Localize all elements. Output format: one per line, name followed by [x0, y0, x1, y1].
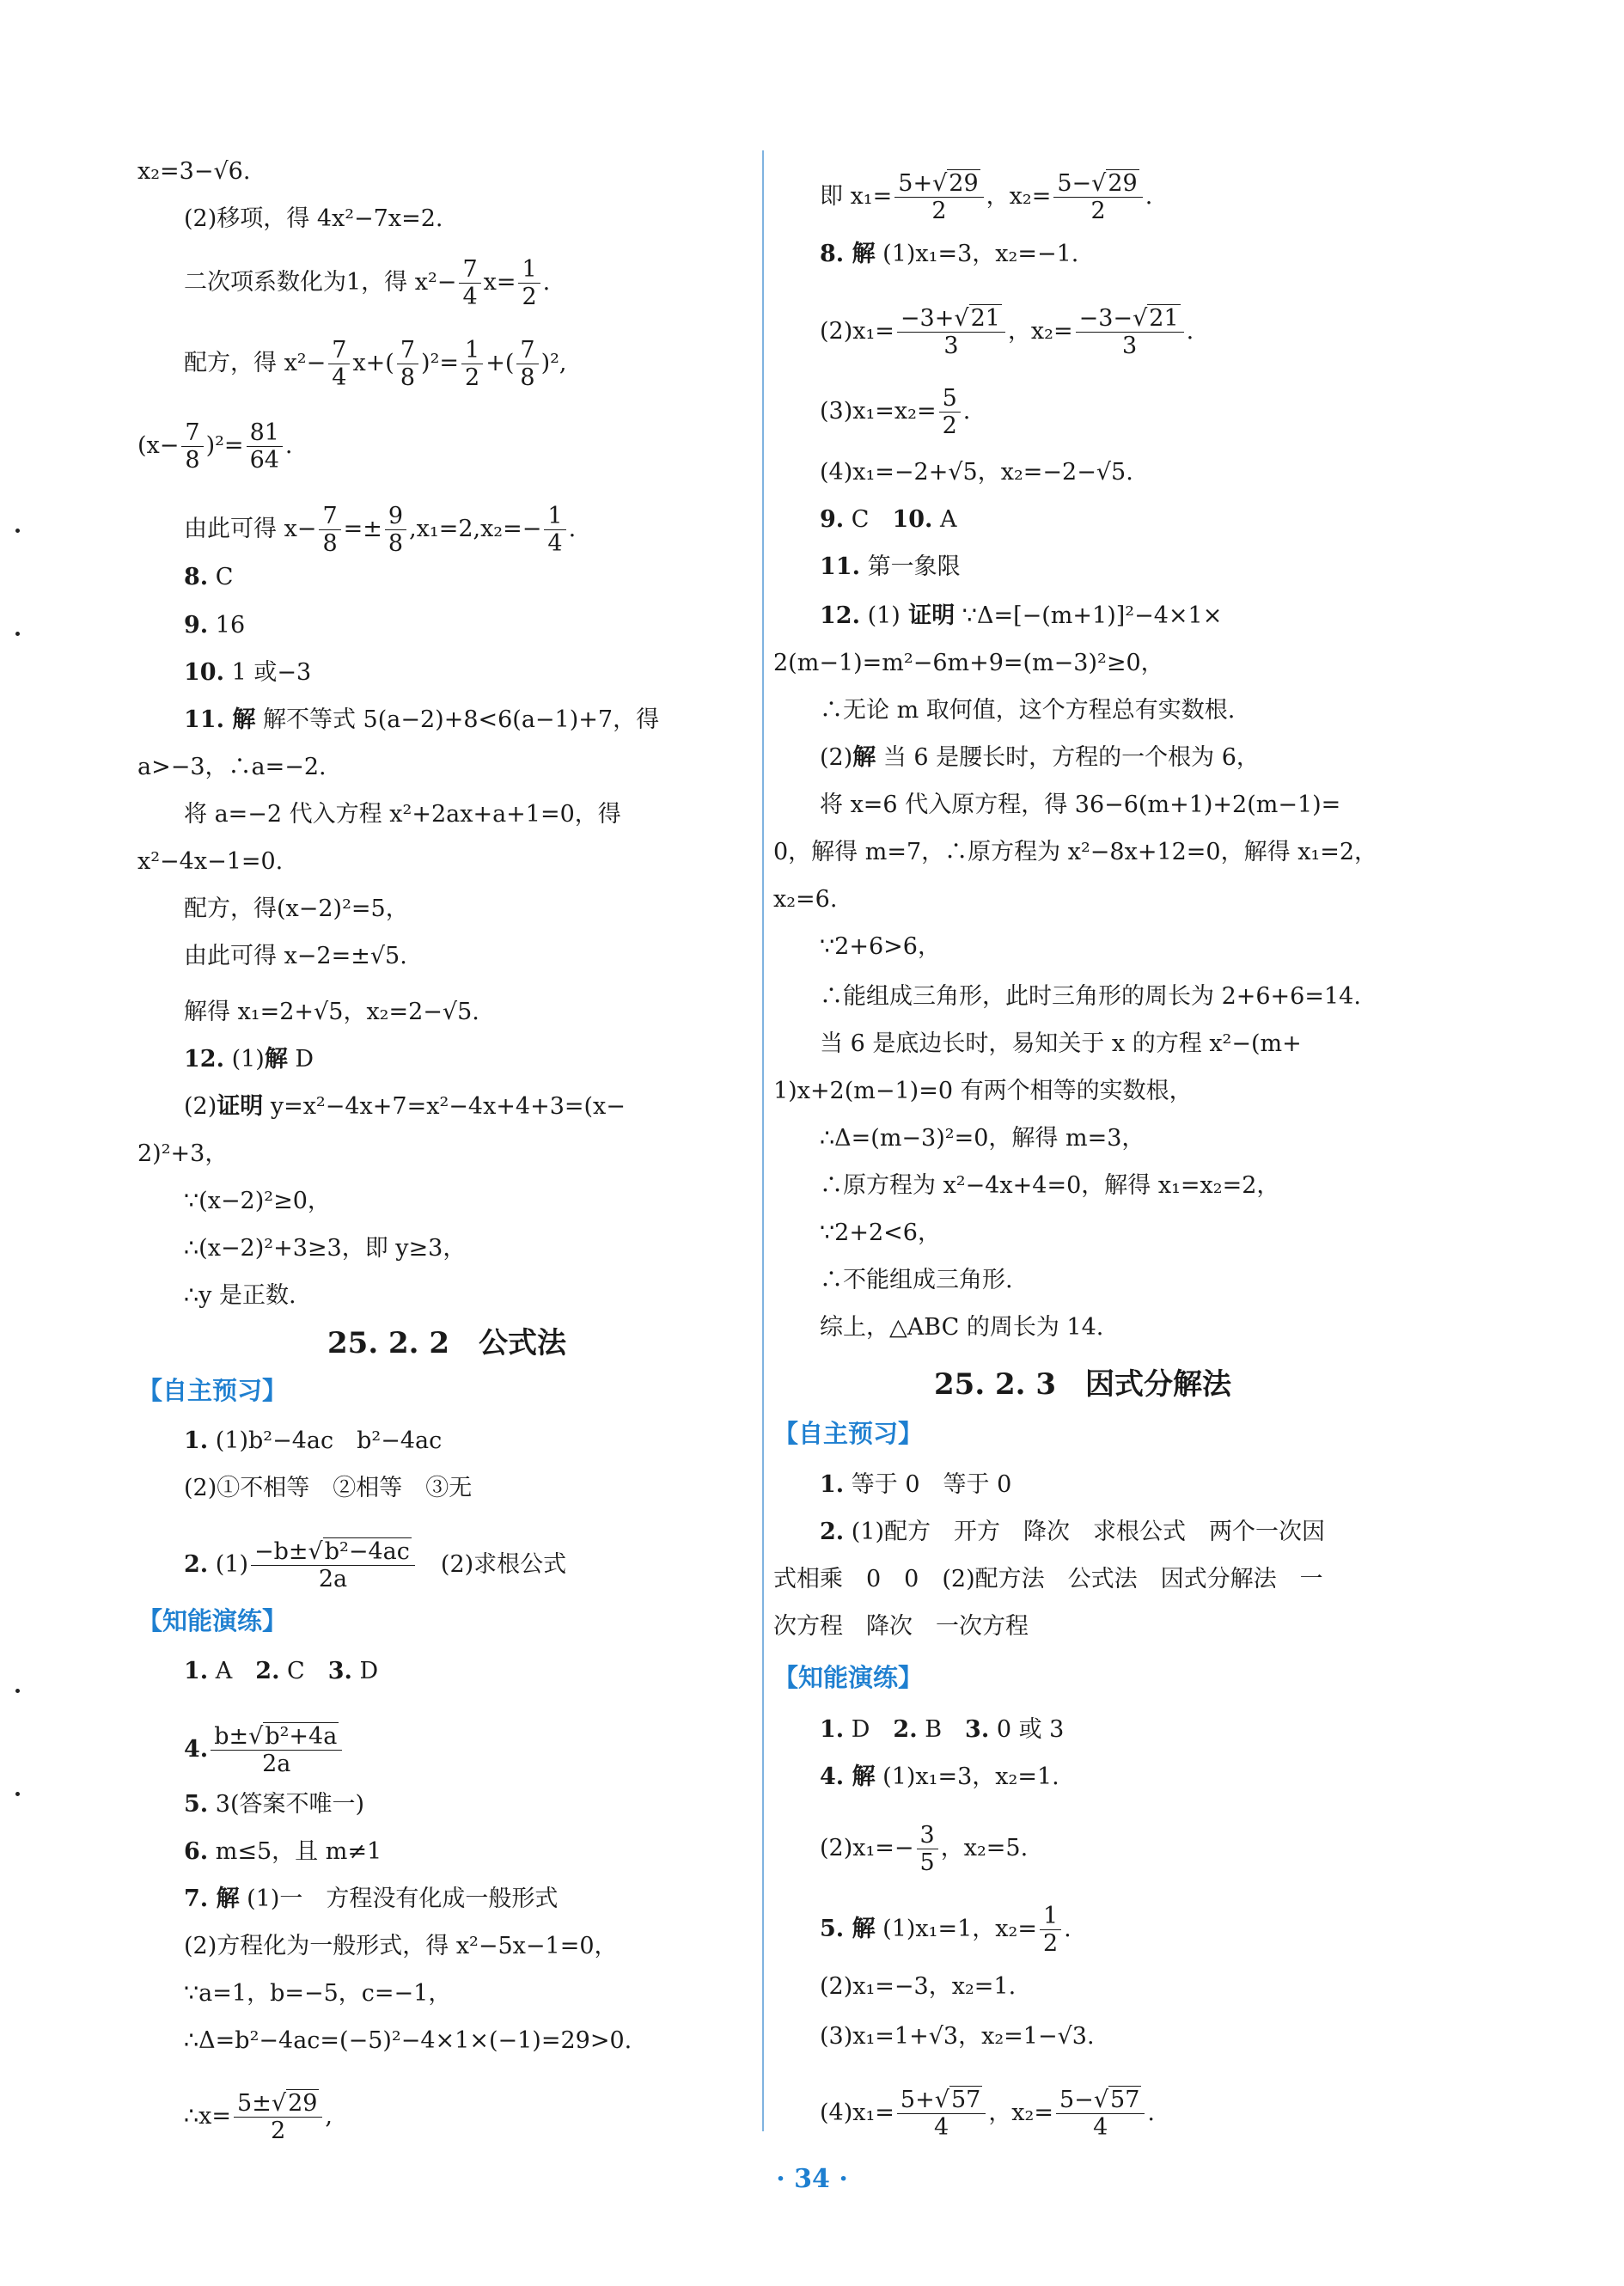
text-line: x₂=3−√6.: [137, 158, 251, 185]
text-line: 1)x+2(m−1)=0 有两个相等的实数根，: [773, 1078, 1193, 1104]
practice-7: 7. 解 (1)一 方程没有化成一般形式: [184, 1886, 559, 1912]
equation-line: 配方，得 x²− $\frac{7}{4}$ x+( $\frac{7}{8}$ )²= $\frac{1}{2}$ +( $\frac{7}{8}$ )²,: [184, 337, 567, 392]
text-line: 次方程 降次 一次方程: [773, 1613, 1029, 1640]
preview-1: 1. 等于 0 等于 0: [820, 1471, 1012, 1498]
preview-2: 2. (1) $\frac{\text{−b±√b²−4ac}}{2a}$ (2)求根公式: [184, 1538, 567, 1593]
text-line: (2)x₁=−3，x₂=1.: [820, 1973, 1017, 2000]
text-line: ∴y 是正数.: [184, 1282, 296, 1309]
practice-1-3: 1. D 2. B 3. 0 或 3: [820, 1716, 1065, 1743]
equation-line: (3)x₁=x₂= $\frac{5}{2}$ .: [820, 385, 971, 440]
text-line: 2(m−1)=m²−6m+9=(m−3)²≥0，: [773, 650, 1164, 676]
text-line: 将 x=6 代入原方程，得 36−6(m+1)+2(m−1)=: [820, 792, 1341, 818]
answer-9-10: 9. C 10. A: [820, 506, 957, 533]
answer-12: 12. (1) 证明 ∵Δ=[−(m+1)]²−4×1×: [820, 602, 1223, 629]
text-line: 2)²+3，: [137, 1140, 229, 1167]
section-bracket-preview: 【自主预习】: [137, 1376, 288, 1405]
text-line: x²−4x−1=0.: [137, 848, 284, 875]
preview-2: 2. (1)配方 开方 降次 求根公式 两个一次因: [820, 1519, 1326, 1545]
equation-line: (x− $\frac{7}{8}$ )²= $\frac{81}{64}$ .: [137, 419, 293, 474]
answer-8: 8. C: [184, 564, 234, 590]
section-title: 25. 2. 2 公式法: [327, 1326, 566, 1360]
equation-line: 即 x₁= $\frac{5+√29}{2}$ ，x₂= $\frac{5-√29}{2}$ .: [820, 170, 1153, 225]
practice-4: 4. $\frac{\text{b±√b²+4a}}{2a}$: [137, 1723, 345, 1777]
column-divider: [762, 150, 764, 2131]
equation-line: ∴x= $\frac{5\pm√29}{2}$ ,: [184, 2090, 333, 2145]
margin-mark: [15, 632, 20, 636]
text-line: ∴能组成三角形，此时三角形的周长为 2+6+6=14.: [820, 983, 1361, 1010]
practice-5: 5. 解 (1)x₁=1，x₂= $\frac{1}{2}$ .: [820, 1903, 1071, 1958]
text-line: ∴(x−2)²+3≥3，即 y≥3，: [184, 1235, 467, 1262]
text-line: ∴无论 m 取何值，这个方程总有实数根.: [820, 697, 1236, 724]
text-line: (2)证明 y=x²−4x+7=x²−4x+4+3=(x−: [184, 1093, 626, 1120]
text-line: x₂=6.: [773, 886, 838, 913]
answer-9: 9. 16: [184, 612, 246, 639]
answer-11: 11. 第一象限: [820, 553, 961, 580]
preview-1: 1. (1)b²−4ac b²−4ac: [184, 1427, 443, 1454]
text-line: (4)x₁=−2+√5，x₂=−2−√5.: [820, 459, 1133, 486]
margin-mark: [15, 1792, 20, 1796]
section-bracket-practice: 【知能演练】: [773, 1663, 924, 1692]
text-line: ∵a=1，b=−5，c=−1，: [184, 1980, 452, 2007]
page-number: · 34 ·: [776, 2164, 848, 2194]
text-line: 0，解得 m=7，∴原方程为 x²−8x+12=0，解得 x₁=2，: [773, 839, 1378, 865]
text-line: ∵2+2<6，: [820, 1219, 941, 1246]
text-line: (2)解 当 6 是腰长时，方程的一个根为 6，: [820, 744, 1260, 771]
text-line: 配方，得(x−2)²=5，: [184, 895, 409, 922]
text-line: ∴不能组成三角形.: [820, 1267, 1013, 1293]
section-title: 25. 2. 3 因式分解法: [934, 1367, 1231, 1402]
practice-6: 6. m≤5，且 m≠1: [184, 1838, 382, 1865]
text-line: ∵(x−2)²≥0，: [184, 1188, 331, 1214]
practice-1-3: 1. A 2. C 3. D: [184, 1658, 379, 1684]
text-line: (2)移项，得 4x²−7x=2.: [184, 205, 443, 232]
equation-line: (2)x₁=− $\frac{3}{5}$ ，x₂=5.: [820, 1822, 1029, 1877]
text-line: 由此可得 x−2=±√5.: [184, 943, 407, 969]
section-bracket-preview: 【自主预习】: [773, 1419, 924, 1448]
text-line: (3)x₁=1+√3，x₂=1−√3.: [820, 2023, 1095, 2050]
text-line: 式相乘 0 0 (2)配方法 公式法 因式分解法 一: [773, 1566, 1323, 1592]
text-line: a>−3，∴a=−2.: [137, 754, 327, 780]
answer-10: 10. 1 或−3: [184, 659, 312, 686]
equation-line: 二次项系数化为1，得 x²− $\frac{7}{4}$ x= $\frac{1}{2}$ .: [184, 256, 551, 311]
margin-mark: [15, 529, 20, 533]
equation-line: (4)x₁= $\frac{5+√57}{4}$ ，x₂= $\frac{5-√57}{4}$ .: [820, 2087, 1155, 2142]
answer-8: 8. 解 (1)x₁=3，x₂=−1.: [820, 241, 1079, 267]
text-line: ∴Δ=b²−4ac=(−5)²−4×1×(−1)=29>0.: [184, 2027, 632, 2054]
text-line: (2)方程化为一般形式，得 x²−5x−1=0，: [184, 1933, 618, 1959]
margin-mark: [15, 1689, 20, 1693]
equation-line: 由此可得 x− $\frac{7}{8}$ =± $\frac{9}{8}$ ,x₁=2,x₂=− $\frac{1}{4}$ .: [184, 503, 577, 558]
text-line: 当 6 是底边长时，易知关于 x 的方程 x²−(m+: [820, 1030, 1302, 1057]
practice-4: 4. 解 (1)x₁=3，x₂=1.: [820, 1763, 1059, 1790]
answer-11: 11. 解 解不等式 5(a−2)+8<6(a−1)+7，得: [184, 706, 660, 733]
text-line: 将 a=−2 代入方程 x²+2ax+a+1=0，得: [184, 801, 621, 828]
equation-line: (2)x₁= $\frac{-3+√21}{3}$ ，x₂= $\frac{-3-√21}{3}$ .: [820, 305, 1194, 360]
text-line: ∴Δ=(m−3)²=0，解得 m=3，: [820, 1125, 1145, 1152]
practice-5: 5. 3(答案不唯一): [184, 1791, 365, 1818]
text-line: 综上，△ABC 的周长为 14.: [820, 1314, 1104, 1341]
text-line: (2)①不相等 ②相等 ③无: [184, 1475, 473, 1501]
text-line: ∴原方程为 x²−4x+4=0，解得 x₁=x₂=2，: [820, 1172, 1280, 1199]
text-line: 解得 x₁=2+√5，x₂=2−√5.: [184, 999, 479, 1025]
section-bracket-practice: 【知能演练】: [137, 1606, 288, 1635]
text-line: ∵2+6>6，: [820, 933, 941, 960]
answer-12: 12. (1)解 D: [184, 1046, 314, 1073]
